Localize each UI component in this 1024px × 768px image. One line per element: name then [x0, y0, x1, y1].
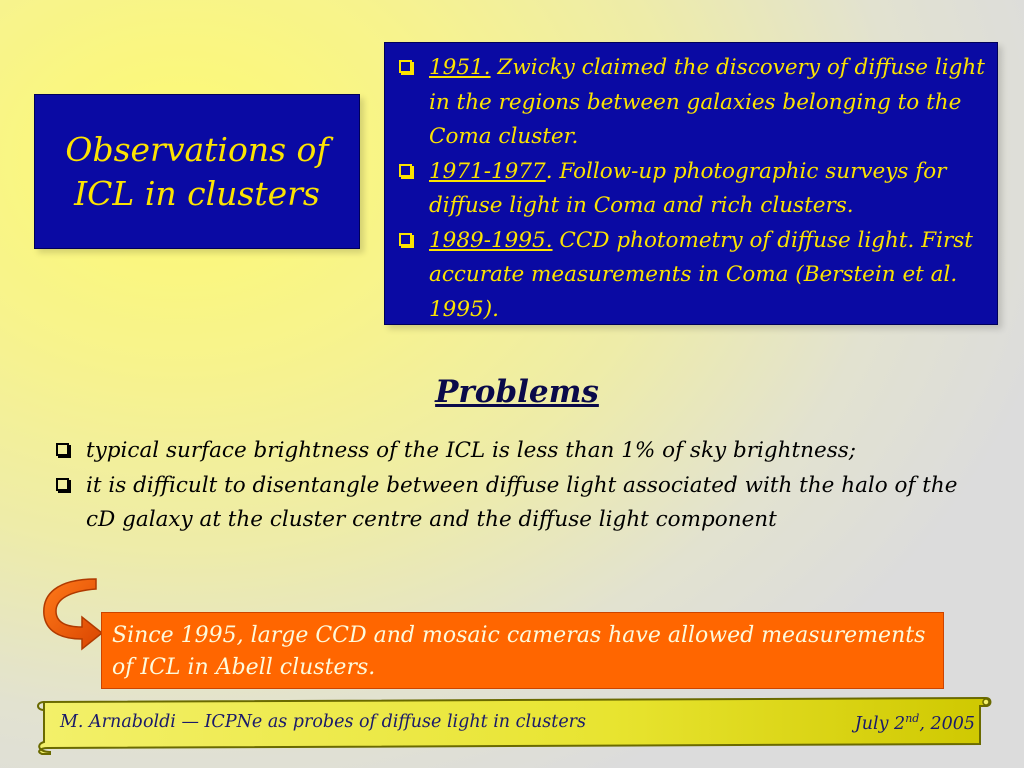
footer-author: M. Arnaboldi — ICPNe as probes of diffuse light in clusters	[60, 712, 587, 732]
checkbox-bullet-icon	[56, 443, 69, 456]
problem-item	[56, 469, 991, 538]
problems-heading-wrap	[0, 374, 1024, 410]
footer-date-suffix: , 2005	[919, 713, 975, 734]
footer-date-sup: nd	[905, 712, 920, 725]
footer-date-prefix: July 2	[854, 713, 906, 734]
problem-text: typical surface brightness of the ICL is less than 1% of sky brightness;	[86, 438, 857, 463]
checkbox-bullet-icon	[399, 164, 412, 177]
checkbox-bullet-icon	[399, 60, 412, 73]
history-year: 1971-1977	[429, 158, 546, 184]
note-text: Since 1995, large CCD and mosaic cameras have allowed measurements of ICL in Abell clusters.	[112, 623, 926, 680]
checkbox-bullet-icon	[399, 233, 412, 246]
footer-scroll	[30, 694, 992, 756]
slide-title: Observations of ICL in clusters	[65, 129, 329, 213]
footer-text	[60, 712, 975, 740]
curved-arrow-icon	[38, 575, 108, 655]
history-item	[399, 51, 985, 155]
problem-item	[56, 434, 991, 469]
history-panel	[384, 42, 998, 325]
history-item	[399, 155, 985, 224]
checkbox-bullet-icon	[56, 478, 69, 491]
title-panel	[34, 94, 360, 249]
note-panel	[101, 612, 944, 689]
history-year: 1989-1995.	[429, 227, 553, 253]
problems-heading: Problems	[435, 374, 599, 410]
problems-list	[56, 434, 991, 538]
history-text: . Follow-up photographic surveys for diffuse light in Coma and rich clusters.	[429, 158, 947, 218]
problem-text: it is difficult to disentangle between diffuse light associated with the halo of the cD galaxy at the cluster centre and the diffuse light component	[86, 472, 958, 532]
history-text: CCD photometry of diffuse light. First accurate measurements in Coma (Berstein et al. 1995).	[429, 227, 973, 322]
history-year: 1951.	[429, 55, 491, 80]
history-text: Zwicky claimed the discovery of diffuse light in the regions between galaxies belonging to the Coma cluster.	[429, 55, 985, 149]
history-item	[399, 224, 985, 328]
footer-date	[855, 712, 975, 734]
